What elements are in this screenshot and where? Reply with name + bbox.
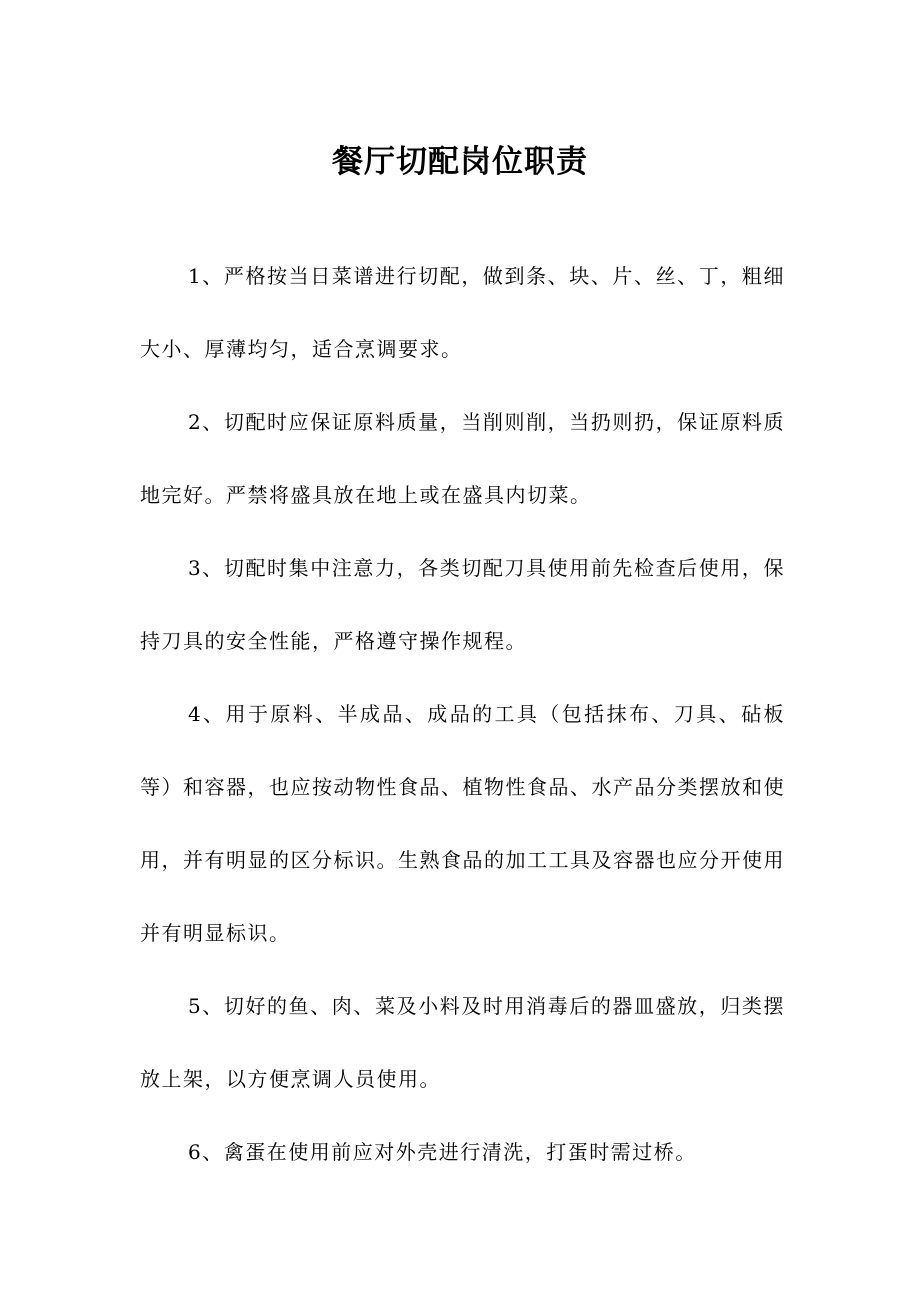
paragraph-4: 4、用于原料、半成品、成品的工具（包括抹布、刀具、砧板等）和容器，也应按动物性食品、植物性食品、水产品分类摆放和使用，并有明显的区分标识。生熟食品的加工工具及容器也应分开使用并有明显标识。 <box>140 702 785 945</box>
paragraph-6: 6、禽蛋在使用前应对外壳进行清洗，打蛋时需过桥。 <box>188 1140 697 1164</box>
paragraph-1: 1、严格按当日菜谱进行切配，做到条、块、片、丝、丁，粗细大小、厚薄均匀，适合烹调要求。 <box>140 264 785 361</box>
paragraph-5: 5、切好的鱼、肉、菜及小料及时用消毒后的器皿盛放，归类摆放上架，以方便烹调人员使用。 <box>140 994 785 1091</box>
document-body <box>140 240 785 1189</box>
document-title: 餐厅切配岗位职责 <box>332 144 588 180</box>
paragraph-3: 3、切配时集中注意力，各类切配刀具使用前先检查后使用，保持刀具的安全性能，严格遵守操作规程。 <box>140 556 785 653</box>
paragraph-2: 2、切配时应保证原料质量，当削则削，当扔则扔，保证原料质地完好。严禁将盛具放在地上或在盛具内切菜。 <box>140 410 785 507</box>
